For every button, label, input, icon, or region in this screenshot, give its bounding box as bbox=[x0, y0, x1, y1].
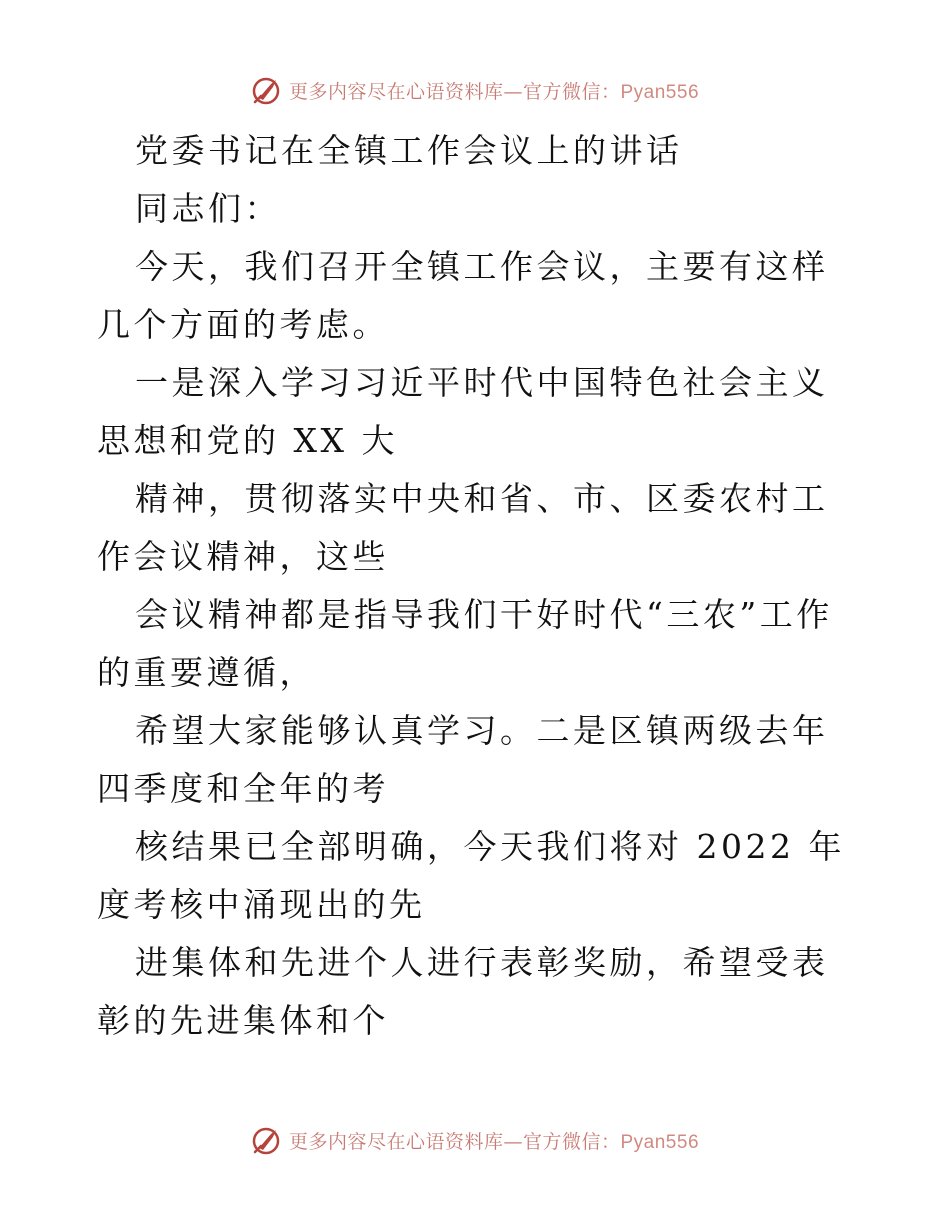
document-body bbox=[97, 122, 857, 1050]
salutation: 同志们： bbox=[135, 189, 281, 228]
paragraph: 希望大家能够认真学习。二是区镇两级去年四季度和全年的考 bbox=[97, 711, 829, 808]
watermark-header bbox=[0, 70, 950, 110]
watermark-footer bbox=[0, 1120, 950, 1160]
paragraph: 核结果已全部明确，今天我们将对 2022 年度考核中涌现出的先 bbox=[97, 827, 845, 924]
watermark-text: 更多内容尽在心语资料库—官方微信：Pyan556 bbox=[288, 80, 700, 103]
watermark-text: 更多内容尽在心语资料库—官方微信：Pyan556 bbox=[288, 1130, 700, 1153]
pen-nib-logo-icon bbox=[251, 74, 283, 106]
paragraph: 一是深入学习习近平时代中国特色社会主义思想和党的 XX 大 bbox=[97, 363, 829, 460]
document-title: 党委书记在全镇工作会议上的讲话 bbox=[135, 131, 683, 170]
paragraph: 精神，贯彻落实中央和省、市、区委农村工作会议精神，这些 bbox=[97, 479, 829, 576]
paragraph: 今天，我们召开全镇工作会议，主要有这样几个方面的考虑。 bbox=[97, 247, 829, 344]
pen-nib-logo-icon bbox=[251, 1124, 283, 1156]
paragraph: 进集体和先进个人进行表彰奖励，希望受表彰的先进集体和个 bbox=[97, 943, 829, 1040]
paragraph: 会议精神都是指导我们干好时代“三农”工作的重要遵循， bbox=[97, 595, 833, 692]
